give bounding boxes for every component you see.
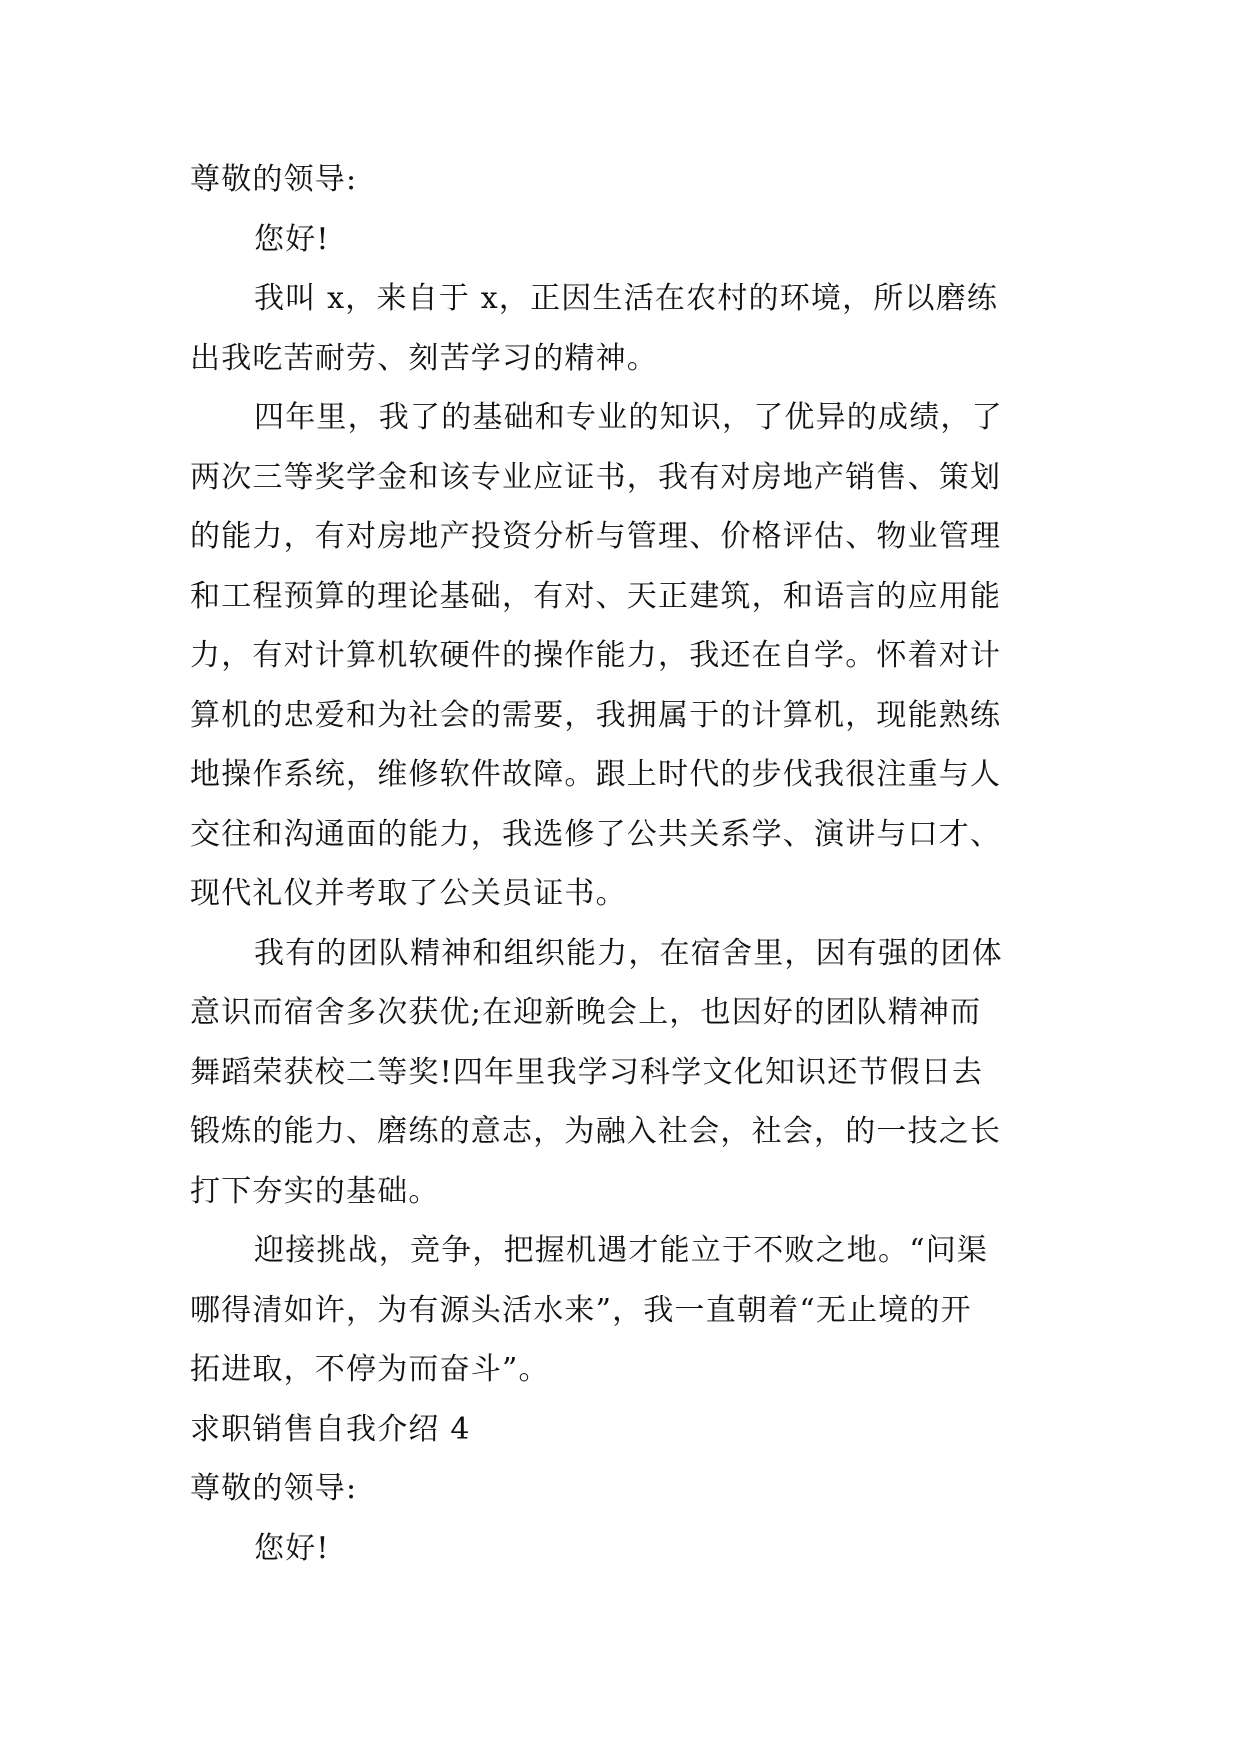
text-line: 您好!: [254, 1530, 330, 1566]
text-line: 的能力，有对房地产投资分析与管理、价格评估、物业管理: [190, 519, 1002, 554]
text-line: 算机的忠爱和为社会的需要，我拥属于的计算机，现能熟练: [190, 697, 1002, 733]
text-line: 锻炼的能力、磨练的意志，为融入社会，社会，的一技之长: [190, 1114, 1002, 1149]
text-line: 舞蹈荣获校二等奖!四年里我学习科学文化知识还节假日去: [190, 1054, 984, 1090]
text-line: 意识而宿舍多次获优;在迎新晚会上，也因好的团队精神而: [190, 995, 982, 1030]
text-line: 我有的团队精神和组织能力，在宿舍里，因有强的团体: [254, 935, 1003, 971]
text-line: 和工程预算的理论基础，有对、天正建筑，和语言的应用能: [190, 578, 1002, 614]
text-line: 现代礼仪并考取了公关员证书。: [190, 876, 627, 911]
section-heading: 求职销售自我介绍 4: [190, 1411, 471, 1447]
text-line: 地操作系统，维修软件故障。跟上时代的步伐我很注重与人: [190, 757, 1002, 792]
text-line: 您好!: [254, 221, 330, 257]
text-line: 四年里，我了的基础和专业的知识，了优异的成绩，了: [254, 400, 1003, 435]
text-line: 力，有对计算机软硬件的操作能力，我还在自学。怀着对计: [190, 638, 1002, 673]
text-line: 我叫 x，来自于 x，正因生活在农村的环境，所以磨练: [254, 281, 999, 316]
text-line: 尊敬的领导:: [190, 162, 358, 197]
document-body: [190, 150, 1080, 1578]
text-line: 交往和沟通面的能力，我选修了公共关系学、演讲与口才、: [190, 816, 1002, 852]
text-line: 打下夯实的基础。: [190, 1173, 440, 1209]
text-line: 拓进取，不停为而奋斗”。: [190, 1352, 550, 1387]
text-line: 两次三等奖学金和该专业应证书，我有对房地产销售、策划: [190, 459, 1002, 495]
text-line: 尊敬的领导:: [190, 1471, 358, 1506]
text-line: 哪得清如许，为有源头活水来”，我一直朝着“无止境的开: [190, 1292, 972, 1328]
text-line: 迎接挑战，竞争，把握机遇才能立于不败之地。“问渠: [254, 1233, 989, 1268]
text-line: 出我吃苦耐劳、刻苦学习的精神。: [190, 340, 658, 376]
